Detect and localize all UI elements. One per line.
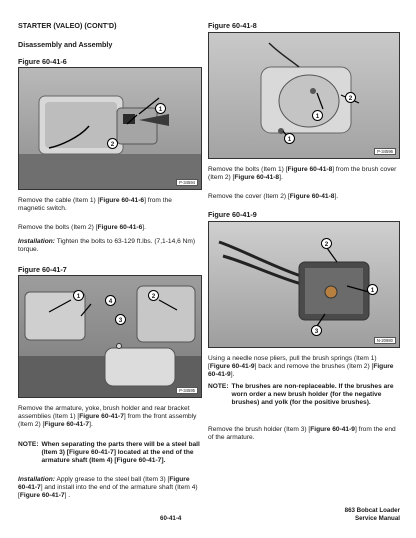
callout-1: 1 [155, 103, 166, 114]
callout-1: 1 [73, 290, 84, 301]
subsection-title: Disassembly and Assembly [18, 40, 113, 49]
step-remove-cover: Remove the cover (Item 2) [Figure 60-41-8]. [208, 193, 339, 200]
callout-4: 4 [105, 295, 116, 306]
figure-title: Figure 60-41-7 [18, 265, 67, 274]
callout-1: 1 [367, 284, 378, 295]
step-pull-brush-springs: Using a needle nose pliers, pull the brush springs (Item 1) [Figure 60-41-9] back and remove the brushes (Item 2) [Figure 60-41-9]. [208, 355, 394, 379]
callout-1: 1 [312, 110, 323, 121]
book-title-line2: Service Manual [354, 514, 400, 522]
photo-tag: P-34596 [374, 148, 396, 156]
installation-torque: Installation: Tighten the bolts to 63-129 ft.lbs. (7,1-14,6 Nm) torque. [18, 238, 196, 254]
callout-2: 2 [107, 138, 118, 149]
step-remove-armature: Remove the armature, yoke, brush holder and rear bracket assemblies (Item 1) [Figure 60-41-7] from the front assembly (Item 2) [Figure 60-41-7]. [18, 405, 197, 429]
figure-photo [18, 275, 202, 398]
figure-photo [208, 32, 400, 159]
installation-grease: Installation: Apply grease to the steel ball (Item 3) [Figure 60-41-7] and install into the end of the armature shaft (Item 4) [Figure 60-41-7] . [18, 476, 198, 500]
callout-2: 2 [321, 238, 332, 249]
step-remove-bolts: Remove the bolts (Item 2) [Figure 60-41-6]. [18, 224, 146, 231]
figure-photo [18, 67, 202, 190]
brush-cover-illustration [209, 33, 399, 158]
page-number: 60-41-4 [160, 515, 182, 522]
book-title [328, 507, 400, 522]
photo-tag: N-20980 [374, 337, 396, 345]
step-remove-brush-holder: Remove the brush holder (Item 3) [Figure 60-41-9] from the end of the armature. [208, 426, 396, 442]
section-title: STARTER (VALEO) (CONT'D) [18, 21, 117, 30]
callout-2: 2 [345, 92, 356, 103]
starter-illustration [19, 68, 201, 189]
callout-3: 3 [115, 314, 126, 325]
step-remove-brush-cover-bolts: Remove the bolts (Item 1) [Figure 60-41-8] from the brush cover (Item 2) [Figure 60-41-8]. [208, 166, 397, 182]
note-steel-ball: NOTE: When separating the parts there will be a steel ball (Item 3) [Figure 60-41-7] located at the end of the armature shaft (Item 4) [Figure 60-41-7]. [18, 441, 200, 465]
book-title-line1: 863 Bobcat Loader [344, 507, 400, 514]
figure-title: Figure 60-41-9 [208, 210, 257, 219]
photo-tag: P-34595 [176, 387, 198, 395]
note-brushes: NOTE: The brushes are non-replaceable. If the brushes are worn order a new brush holder (for the negative brushes) and yolk (for the positive brushes). [208, 383, 394, 407]
figure-title: Figure 60-41-8 [208, 21, 257, 30]
photo-tag: P-34594 [176, 179, 198, 187]
figure-title: Figure 60-41-6 [18, 57, 67, 66]
callout-1-lower: 1 [284, 133, 295, 144]
step-remove-cable: Remove the cable (Item 1) [Figure 60-41-6] from the magnetic switch. [18, 197, 172, 213]
figure-photo [208, 221, 400, 348]
callout-3: 3 [311, 325, 322, 336]
callout-2: 2 [148, 290, 159, 301]
